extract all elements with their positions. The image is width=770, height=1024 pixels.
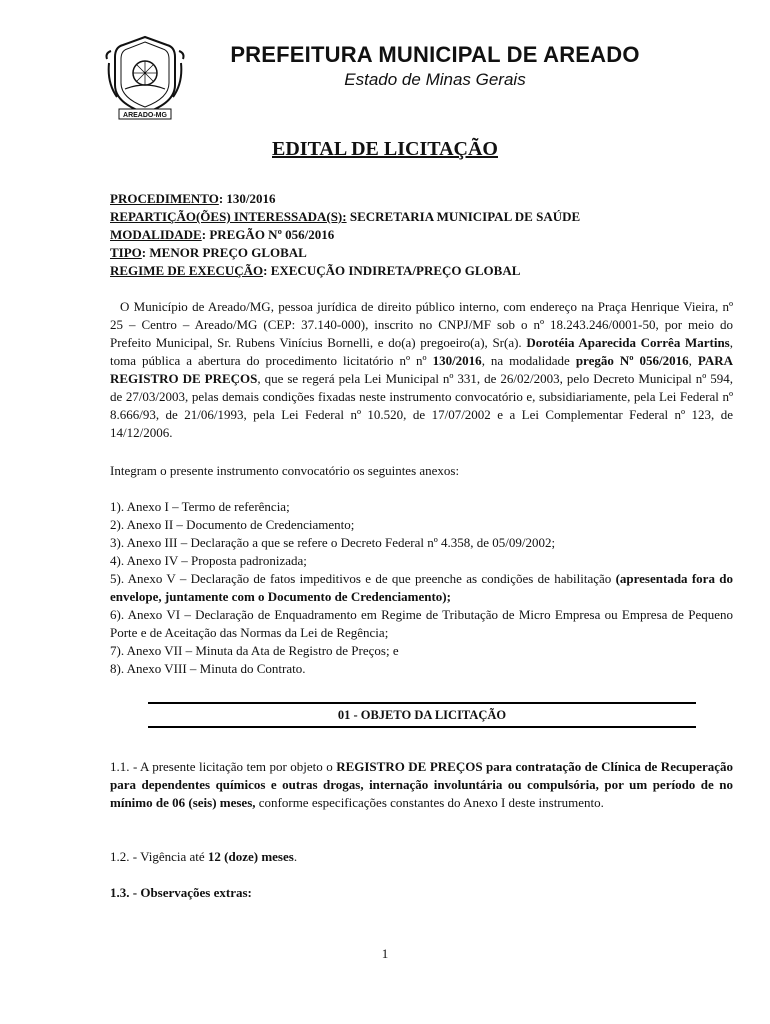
meta-regime: REGIME DE EXECUÇÃO: EXECUÇÃO INDIRETA/PREÇO GLOBAL	[110, 263, 521, 278]
list-item: 4). Anexo IV – Proposta padronizada;	[110, 553, 307, 568]
intro-paragraph: O Município de Areado/MG, pessoa jurídica de direito público interno, com endereço na Praça Henrique Vieira, nº 25 – Centro – Areado/MG (CEP: 37.140-000), inscrito no CNPJ/MF sob o nº 18.243.246/0001-50, por meio do Prefeito Municipal, Sr. Rubens Vinícius Bornelli, e do(a) pregoeiro(a), Sr(a). Dorotéia Aparecida Corrêa Martins, toma pública a abertura do procedimento licitatório nº nº 130/2016, na modalidade pregão Nº 056/2016, PARA REGISTRO DE PREÇOS, que se regerá pela Lei Municipal nº 331, de 26/02/2003, pelo Decreto Municipal nº 594, de 27/03/2003, pelas demais condições fixadas neste instrumento convocatório e, subsidiariamente, pela Lei Federal nº 8.666/93, de 21/06/1993, pela Lei Federal nº 10.520, de 17/07/2002 e a Lei Complementar Federal nº 123, de 14/12/2006.	[110, 299, 734, 440]
meta-tipo: TIPO: MENOR PREÇO GLOBAL	[110, 245, 307, 260]
meta-modalidade: MODALIDADE: PREGÃO Nº 056/2016	[110, 227, 335, 242]
clause-1-1: 1.1. - A presente licitação tem por objeto o REGISTRO DE PREÇOS para contratação de Clínica de Recuperação para dependentes químicos e outras drogas, internação involuntária ou compulsória, por um período de no mínimo de 06 (seis) meses, conforme especificações constantes do Anexo I deste instrumento.	[110, 759, 733, 810]
page-number: 1	[381, 946, 389, 961]
procedure-metadata	[110, 190, 733, 280]
annexes-list	[110, 498, 733, 678]
list-item: 1). Anexo I – Termo de referência;	[110, 499, 290, 514]
municipal-seal-icon	[105, 33, 185, 121]
clause-1-3: 1.3. - Observações extras:	[110, 885, 252, 900]
clause-1-2: 1.2. - Vigência até 12 (doze) meses.	[110, 849, 298, 864]
municipality-title: PREFEITURA MUNICIPAL DE AREADO	[230, 42, 640, 67]
document-title: EDITAL DE LICITAÇÃO	[272, 138, 498, 160]
annexes-intro: Integram o presente instrumento convocatório os seguintes anexos:	[110, 463, 460, 478]
section-heading-objeto: 01 - OBJETO DA LICITAÇÃO	[148, 702, 696, 728]
state-subtitle: Estado de Minas Gerais	[344, 70, 526, 89]
meta-reparticao: REPARTIÇÃO(ÕES) INTERESSADA(S): SECRETARIA MUNICIPAL DE SAÚDE	[110, 209, 581, 224]
list-item: 3). Anexo III – Declaração a que se refere o Decreto Federal nº 4.358, de 05/09/2002;	[110, 535, 556, 550]
seal-label: AREADO-MG	[123, 112, 167, 119]
list-item: 2). Anexo II – Documento de Credenciamento;	[110, 517, 355, 532]
document-body	[110, 190, 733, 678]
list-item: 8). Anexo VIII – Minuta do Contrato.	[110, 661, 306, 676]
list-item: 7). Anexo VII – Minuta da Ata de Registro de Preços; e	[110, 643, 399, 658]
list-item: 6). Anexo VI – Declaração de Enquadramento em Regime de Tributação de Micro Empresa ou Empresa de Pequeno Porte e de Aceitação das Normas da Lei de Regência;	[110, 607, 733, 640]
list-item: 5). Anexo V – Declaração de fatos impeditivos e de que preenche as condições de habilitação (apresentada fora do envelope, juntamente com o Documento de Credenciamento);	[110, 571, 733, 604]
meta-procedimento: PROCEDIMENTO: 130/2016	[110, 191, 276, 206]
